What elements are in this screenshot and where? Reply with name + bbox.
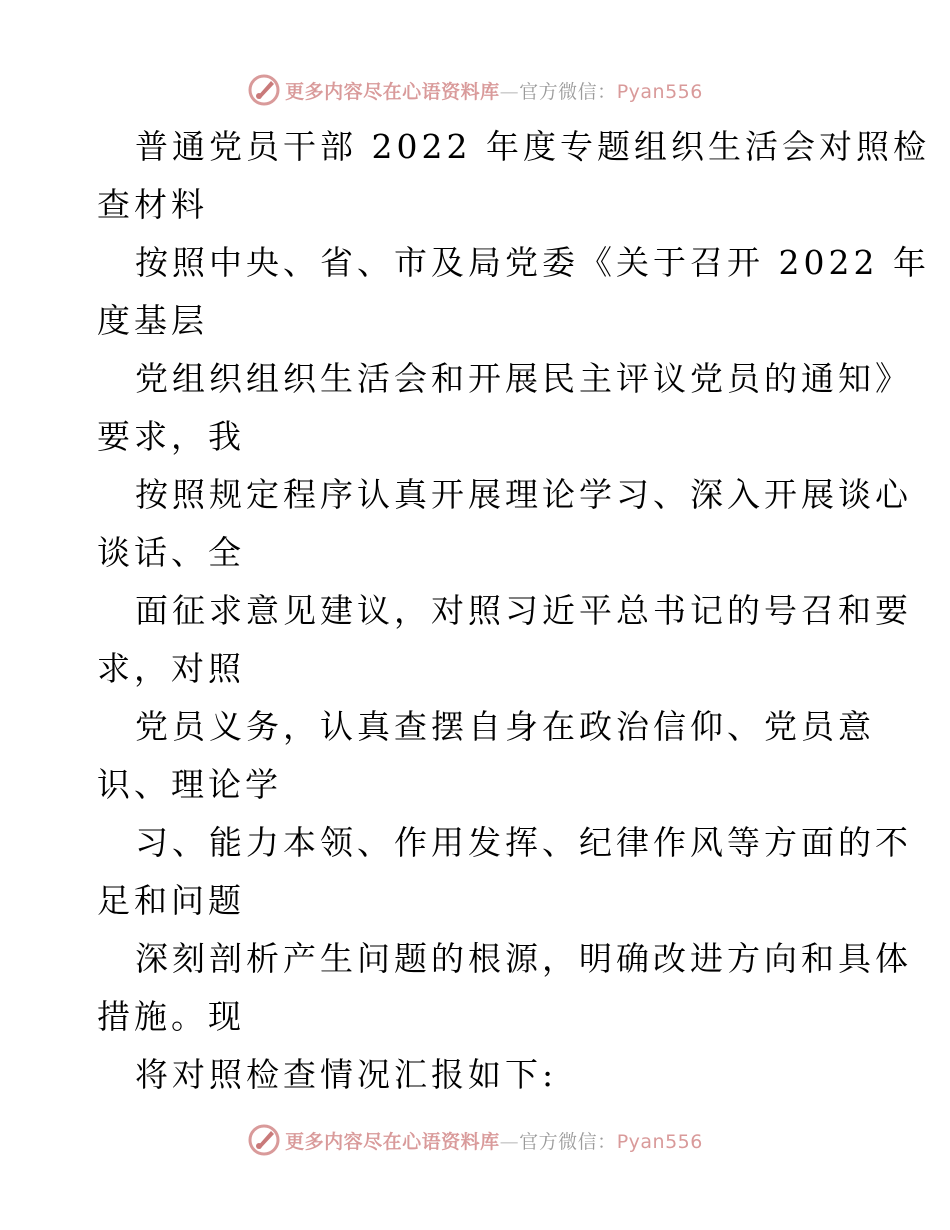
logo-icon — [247, 73, 281, 107]
wechat-label: 官方微信： — [519, 1130, 617, 1153]
paragraph-line: 深刻剖析产生问题的根源，明确改进方向和具体 — [135, 939, 912, 978]
banner-text — [285, 77, 703, 104]
footer-banner — [0, 1120, 950, 1160]
wechat-account: Pyan556 — [616, 1130, 703, 1153]
header-banner — [0, 70, 950, 110]
paragraph-line: 习、能力本领、作用发挥、纪律作风等方面的不 — [135, 823, 912, 862]
separator: — — [499, 80, 520, 103]
paragraph-line: 党员义务，认真查摆自身在政治信仰、党员意 — [135, 707, 875, 746]
paragraph-line: 将对照检查情况汇报如下: — [135, 1055, 558, 1094]
paragraph-line: 措施。现 — [97, 997, 245, 1036]
paragraph-line: 度基层 — [97, 301, 208, 340]
wechat-label: 官方微信： — [519, 80, 617, 103]
paragraph-line: 查材料 — [97, 185, 208, 224]
logo-icon — [247, 1123, 281, 1157]
paragraph-line: 按照规定程序认真开展理论学习、深入开展谈心 — [135, 475, 912, 514]
wechat-account: Pyan556 — [616, 80, 703, 103]
paragraph-line: 求，对照 — [97, 649, 245, 688]
paragraph-line: 谈话、全 — [97, 533, 245, 572]
paragraph-line: 按照中央、省、市及局党委《关于召开 2022 年 — [135, 243, 930, 282]
document-body — [97, 118, 930, 1104]
paragraph-line: 足和问题 — [97, 881, 245, 920]
paragraph-line: 要求，我 — [97, 417, 245, 456]
site-name: 更多内容尽在心语资料库 — [285, 80, 500, 103]
paragraph-line: 识、理论学 — [97, 765, 282, 804]
site-name: 更多内容尽在心语资料库 — [285, 1130, 500, 1153]
banner-text — [285, 1127, 703, 1154]
paragraph-line: 党组织组织生活会和开展民主评议党员的通知》 — [135, 359, 912, 398]
separator: — — [499, 1130, 520, 1153]
paragraph-line: 普通党员干部 2022 年度专题组织生活会对照检 — [135, 127, 930, 166]
paragraph-line: 面征求意见建议，对照习近平总书记的号召和要 — [135, 591, 912, 630]
